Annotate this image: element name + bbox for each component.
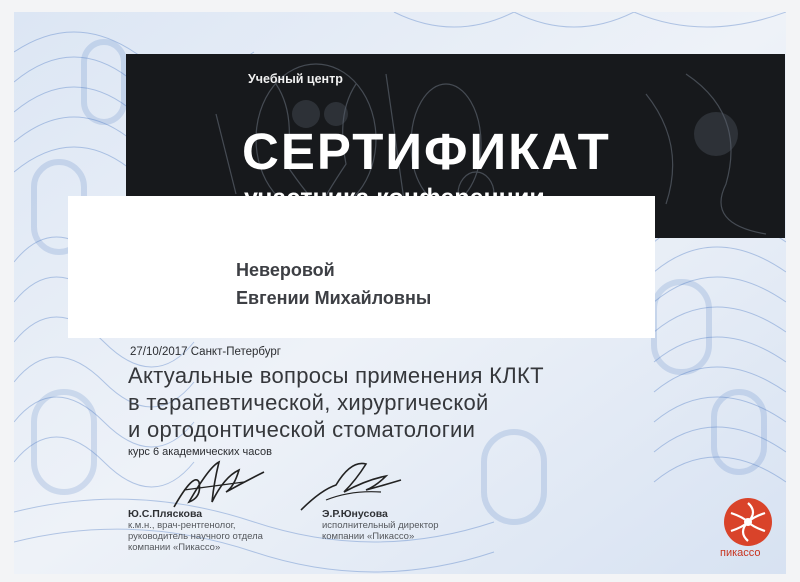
topic-line: Актуальные вопросы применения КЛКТ — [128, 363, 544, 388]
recipient-band — [68, 196, 655, 338]
signatory-name: Ю.С.Пляскова — [128, 508, 203, 520]
event-topic — [128, 362, 544, 443]
signatory-1 — [128, 508, 263, 553]
certificate-title: СЕРТИФИКАТ — [242, 123, 611, 180]
signatory-role-line: руководитель научного отдела — [128, 531, 263, 542]
topic-line: и ортодонтической стоматологии — [128, 417, 476, 442]
signatory-role-line: компании «Пикассо» — [322, 531, 415, 542]
signature-yunusova — [296, 450, 406, 516]
signatory-role-line: исполнительный директор — [322, 520, 439, 531]
picasso-logo-icon — [723, 497, 773, 547]
recipient-given-names: Евгении Михайловны — [236, 288, 432, 308]
recipient-surname: Неверовой — [236, 260, 335, 280]
training-center-label: Учебный центр — [248, 72, 343, 86]
logo-text: пикассо — [720, 547, 761, 559]
course-hours: курс 6 академических часов — [128, 446, 272, 458]
signatory-name: Э.Р.Юнусова — [322, 508, 388, 520]
certificate-sheet — [14, 12, 786, 574]
event-date-location: 27/10/2017 Санкт-Петербург — [130, 346, 281, 358]
signature-plyaskova — [164, 452, 274, 514]
topic-line: в терапевтической, хирургической — [128, 390, 489, 415]
signatory-2 — [322, 508, 439, 542]
signatory-role-line: компании «Пикассо» — [128, 542, 221, 553]
signatory-role-line: к.м.н., врач-рентгенолог, — [128, 520, 236, 531]
